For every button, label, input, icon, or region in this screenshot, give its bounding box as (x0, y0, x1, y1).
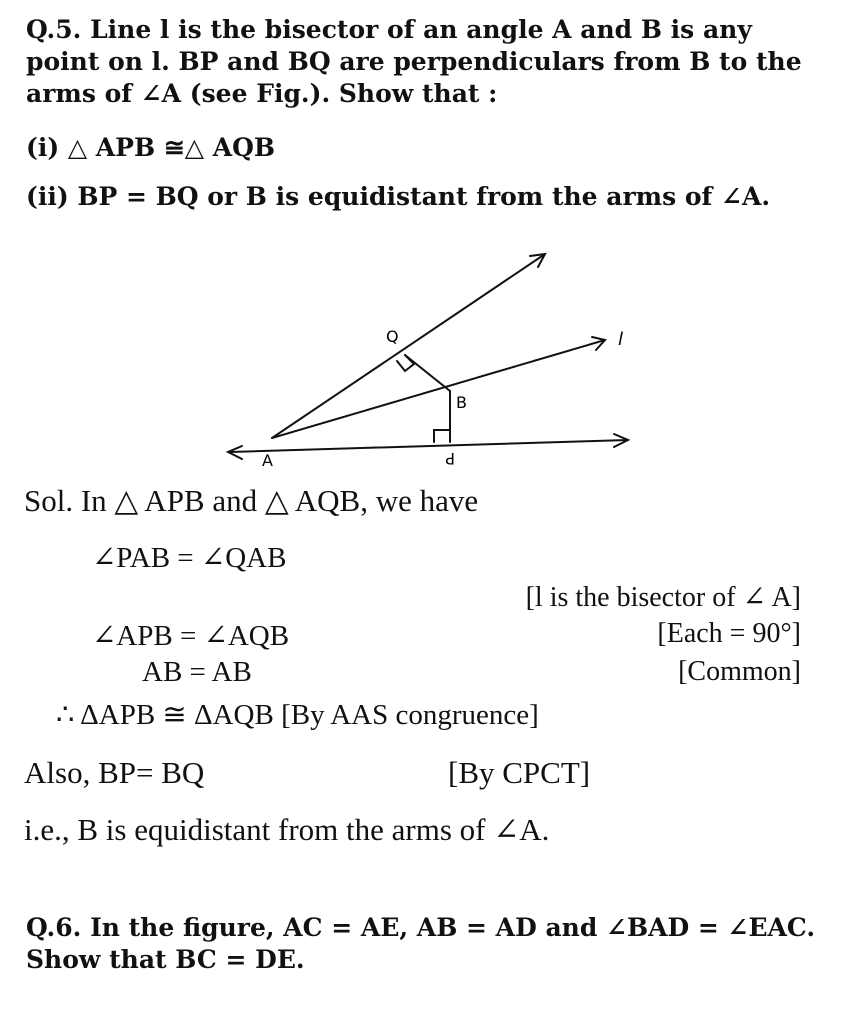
label-p: P (445, 449, 455, 468)
q5-text-line-2: point on l. BP and BQ are perpendiculars from B to the (26, 47, 802, 76)
q5-label: Q.5. (26, 15, 82, 44)
q5-text-line-3: arms of ∠A (see Fig.). Show that : (26, 79, 498, 108)
bisector-figure (0, 240, 863, 480)
step-2: ∠APB = ∠AQB (92, 620, 290, 652)
q5-part-ii: (ii) BP = BQ or B is equidistant from the arms of ∠A. (26, 182, 771, 211)
conclusion: ∴ ΔAPB ≅ ΔAQB [By AAS congruence] (56, 699, 539, 731)
q6-text-line-1: Q.6. In the figure, AC = AE, AB = AD and ∠BAD = ∠EAC. (26, 913, 816, 942)
right-angle-p (434, 430, 450, 442)
q5-part-i: (i) △ APB ≅△ AQB (26, 133, 275, 162)
q6-text-line-2: Show that BC = DE. (26, 945, 305, 974)
arm-ap (230, 440, 628, 452)
arm-aq (272, 254, 545, 438)
ie-statement: i.e., B is equidistant from the arms of ∠A. (24, 812, 550, 847)
q6-label: Q.6. (26, 913, 82, 942)
step-1: ∠PAB = ∠QAB (92, 542, 287, 574)
label-a: A (262, 451, 273, 470)
q5-statement (26, 14, 836, 110)
right-angle-q (397, 355, 414, 371)
reason-1: [l is the bisector of ∠ A] (525, 582, 801, 613)
label-b: B (456, 393, 467, 412)
q5-text-line-1: Q.5. Line l is the bisector of an angle A and B is any (26, 15, 752, 44)
label-q: Q (386, 327, 399, 346)
also-reason: [By CPCT] (448, 755, 591, 790)
also-statement: Also, BP= BQ (24, 755, 205, 790)
step-3: AB = AB (142, 656, 252, 688)
label-l: l (618, 329, 624, 350)
bisector-line-l (272, 340, 605, 438)
reason-2: [Each = 90°] (657, 618, 801, 649)
reason-3: [Common] (678, 656, 801, 687)
solution-intro: Sol. In △ APB and △ AQB, we have (24, 483, 479, 518)
q6-statement (26, 912, 836, 976)
